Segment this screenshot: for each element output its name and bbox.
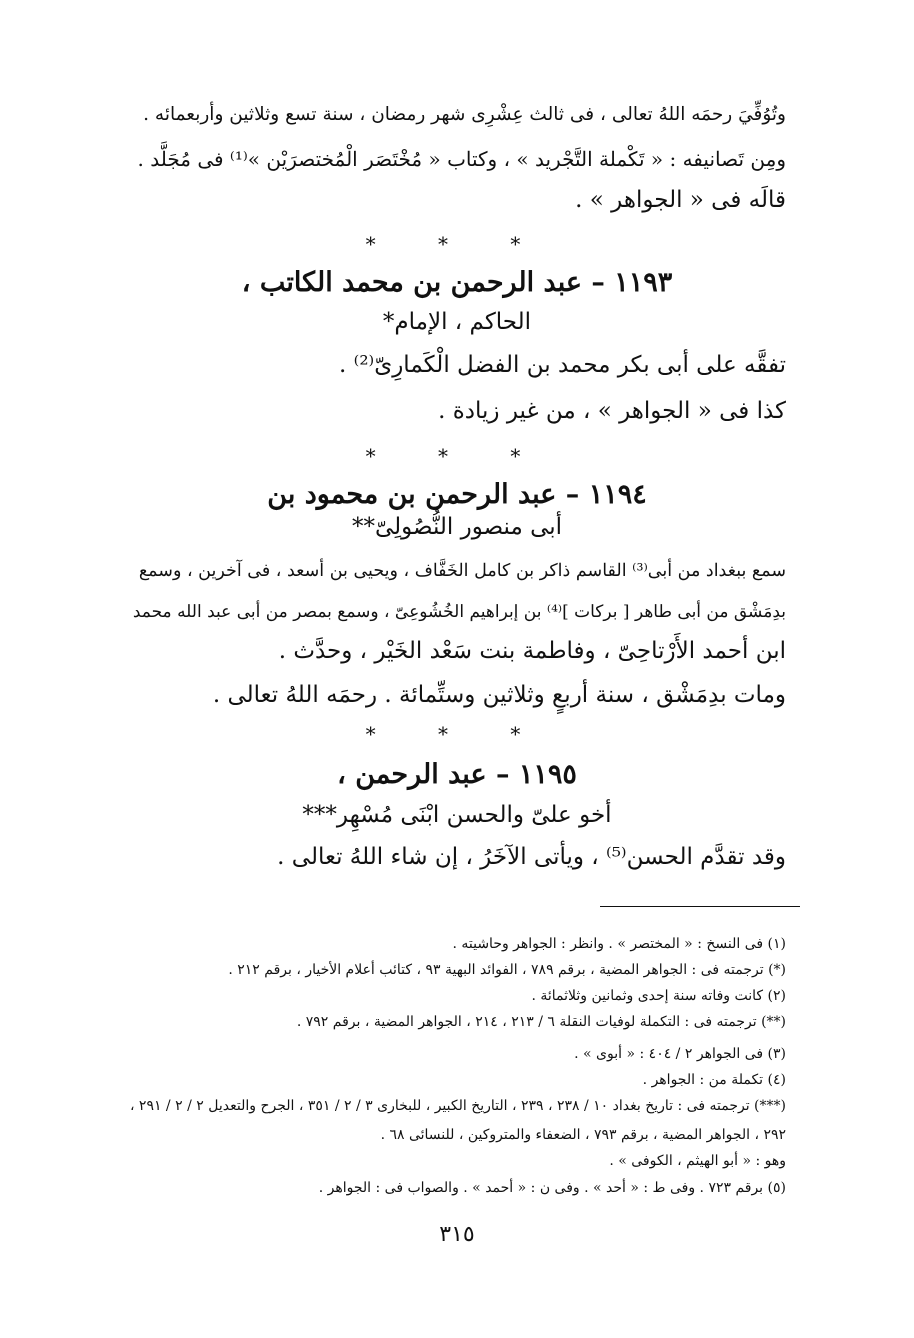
section-separator: * * * <box>365 722 549 746</box>
entry-heading: ١١٩٣ – عبد الرحمن بن محمد الكاتب ، <box>241 267 673 298</box>
footnote: (٢) كانت وفاته سنة إحدى وثمانين وثلاثمائة . <box>531 988 786 1004</box>
footnote-divider <box>600 906 800 907</box>
entry-text-line: كذا فى « الجواهر » ، من غير زيادة . <box>438 398 786 424</box>
section-separator: * * * <box>365 444 549 468</box>
footnote: ٢٩٢ ، الجواهر المضية ، برقم ٧٩٣ ، الضعفاء والمتروكين ، للنسائى ٦٨ . <box>380 1127 786 1143</box>
intro-line: وتُوُفِّيَ رحمَه اللهُ تعالى ، فى ثالث عِشْرِى شهر رمضان ، سنة تسع وثلاثين وأربعمائه . <box>143 104 786 125</box>
footnote: وهو : « أبو الهيثم ، الكوفى » . <box>609 1153 786 1169</box>
footnote: (*) ترجمته فى : الجواهر المضية ، برقم ٧٨٩ ، الفوائد البهية ٩٣ ، كتائب أعلام الأخيار ، برقم ٢١٢ . <box>228 962 786 978</box>
footnote: (٣) فى الجواهر ٢ / ٤٠٤ : « أبوى » . <box>574 1046 786 1062</box>
entry-heading: ١١٩٥ – عبد الرحمن ، <box>337 759 577 790</box>
footnote: (٥) برقم ٧٢٣ . وفى ط : « أحد » . وفى ن : « أحمد » . والصواب فى : الجواهر . <box>318 1180 786 1196</box>
entry-text-line: تفقَّه على أبى بكر محمد بن الفضل الْكَمارِىّ⁽²⁾ . <box>339 352 786 378</box>
entry-text-line: سمع ببغداد من أبى⁽³⁾ القاسم ذاكر بن كامل الخَفَّاف ، ويحيى بن أسعد ، فى آخرين ، وسمع <box>138 561 786 581</box>
footnote: (٤) تكملة من : الجواهر . <box>642 1072 786 1088</box>
entry-subheading: أخو علىّ والحسن ابْنَى مُسْهِر*** <box>302 802 612 828</box>
entry-text-line: ابن أحمد الأَرْتاحِىّ ، وفاطمة بنت سَعْد الخَيْر ، وحدَّث . <box>278 638 786 664</box>
section-separator: * * * <box>365 232 549 256</box>
footnote: (***) ترجمته فى : تاريخ بغداد ١٠ / ٢٣٨ ، ٢٣٩ ، التاريخ الكبير ، للبخارى ٣ / ٢ / ٣٥١ ، الجرح والتعديل ٢ / ٢ / ٢٩١ ، <box>129 1098 786 1114</box>
entry-subheading: الحاكم ، الإمام* <box>382 309 532 335</box>
entry-text-line: وقد تقدَّم الحسن⁽⁵⁾ ، ويأتى الآخَرُ ، إن شاء اللهُ تعالى . <box>277 844 786 870</box>
intro-line: قالَه فى « الجواهر » . <box>575 187 786 213</box>
entry-heading: ١١٩٤ – عبد الرحمن بن محمود بن <box>267 479 647 510</box>
entry-subheading: أبى منصور النُّصُولِىّ** <box>351 514 563 540</box>
entry-text-line: بدِمَشْق من أبى طاهر [ بركات ]⁽⁴⁾ بن إبراهيم الخُشُوعِىّ ، وسمع بمصر من أبى عبد الله محمد <box>132 602 786 622</box>
footnote: (**) ترجمته فى : التكملة لوفيات النقلة ٦ / ٢١٣ ، ٢١٤ ، الجواهر المضية ، برقم ٧٩٢ . <box>296 1014 786 1030</box>
intro-line: ومِن تَصانيفه : « تَكْملة التَّجْريد » ، وكتاب « مُخْتَصَر الْمُختصرَيْن »⁽¹⁾ فى مُجَلَّد . <box>137 147 786 171</box>
footnote: (١) فى النسخ : « المختصر » . وانظر : الجواهر وحاشيته . <box>452 936 786 952</box>
entry-text-line: ومات بدِمَشْق ، سنة أربعٍ وثلاثين وستِّمائة . رحمَه اللهُ تعالى . <box>212 682 786 708</box>
page-number: ٣١٥ <box>439 1222 475 1247</box>
